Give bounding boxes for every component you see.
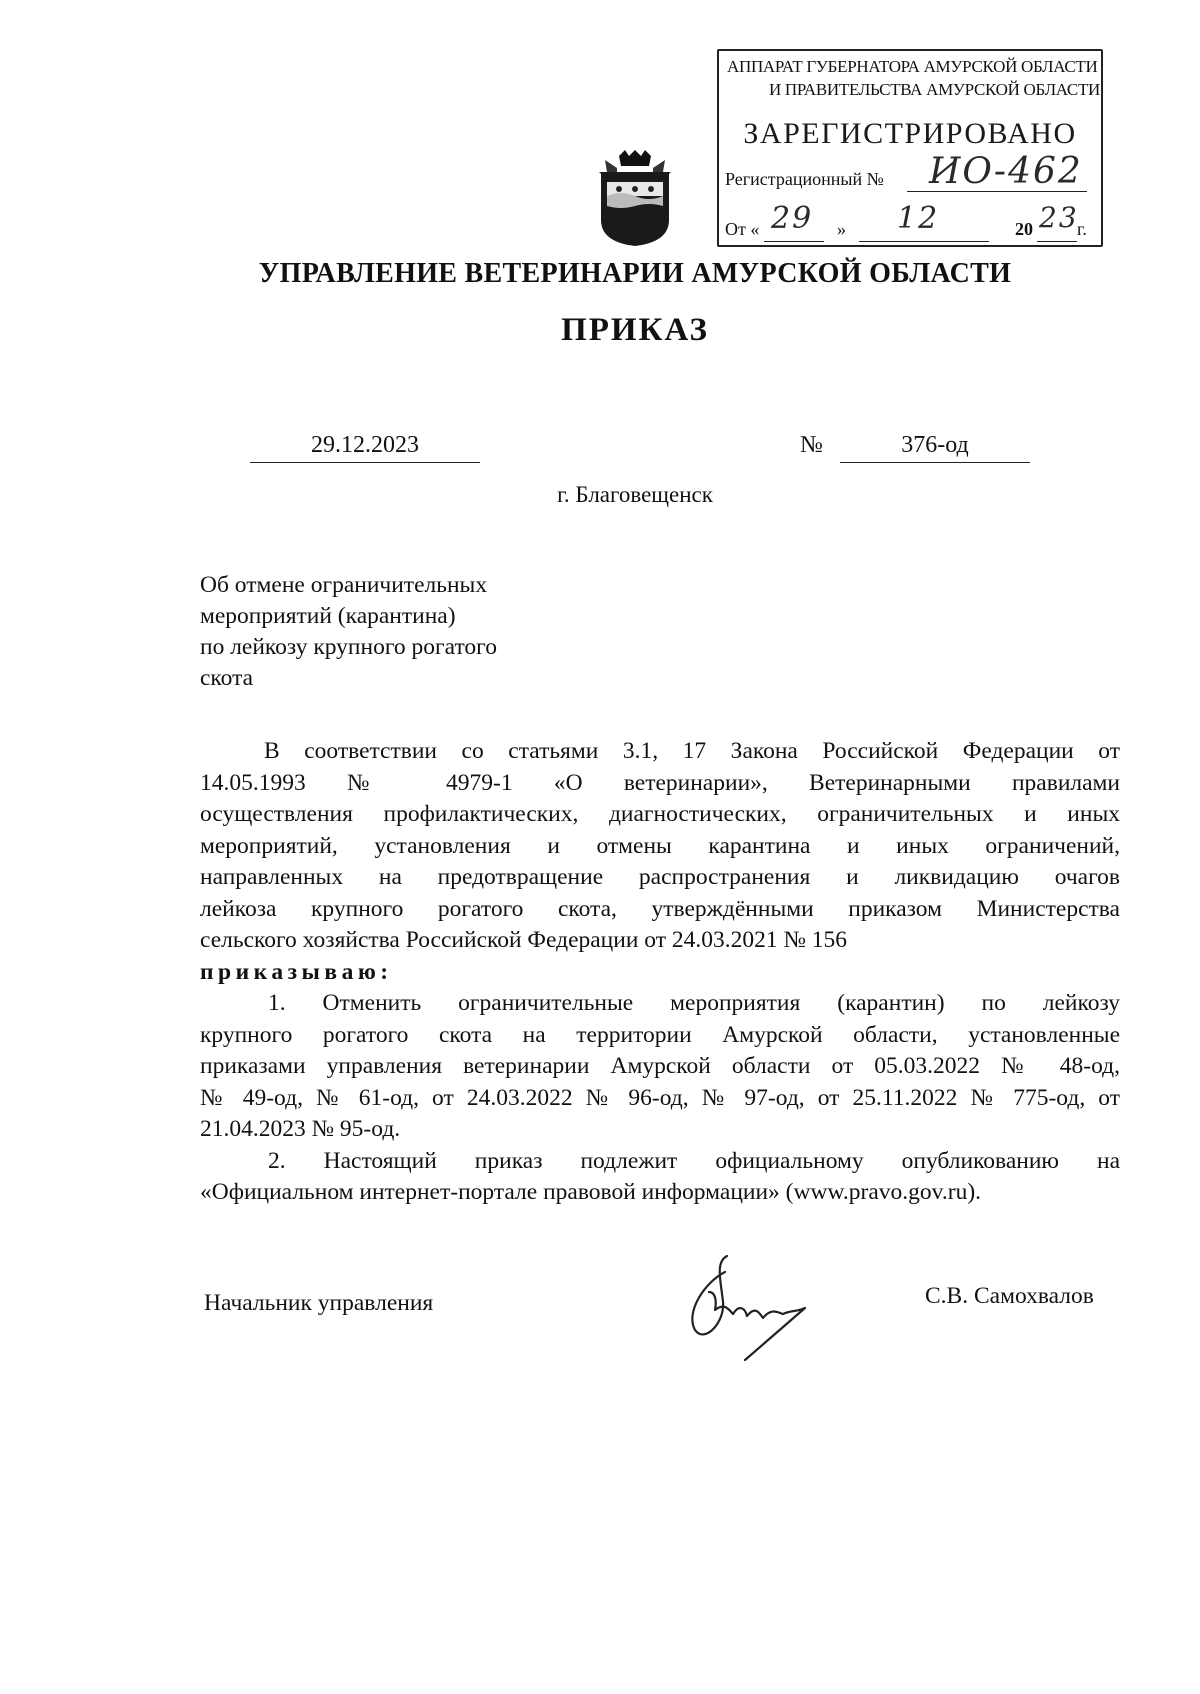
order-subject — [200, 570, 560, 694]
item1-line: приказами управления ветеринарии Амурской области от 05.03.2022 № 48-од, — [200, 1053, 1120, 1079]
subject-line: по лейкозу крупного рогатого — [200, 634, 497, 660]
order-number: 376-од — [840, 432, 1030, 463]
preamble-line: сельского хозяйства Российской Федерации от 24.03.2021 № 156 — [200, 927, 848, 953]
stamp-year-suffix: 23 — [1039, 201, 1079, 234]
subject-line: скота — [200, 665, 254, 691]
item1-line: крупного рогатого скота на территории Амурской области, установленные — [200, 1021, 1120, 1048]
organization-title: УПРАВЛЕНИЕ ВЕТЕРИНАРИИ АМУРСКОЙ ОБЛАСТИ — [258, 258, 1012, 289]
order-number-sign: № — [800, 432, 823, 458]
order-date: 29.12.2023 — [250, 432, 480, 463]
stamp-from-label: От « — [725, 219, 760, 239]
subject-line: мероприятий (карантина) — [200, 603, 456, 629]
signatory-role: Начальник управления — [204, 1290, 434, 1316]
stamp-year-underline — [1037, 241, 1077, 242]
item2-line: 2. Настоящий приказ подлежит официальному опубликованию на — [268, 1147, 1120, 1174]
handwritten-signature — [665, 1252, 825, 1362]
preamble-line: В соответствии со статьями 3.1, 17 Закона Российской Федерации от — [264, 738, 1120, 764]
stamp-close-quote: » — [837, 219, 846, 239]
item1-line: 21.04.2023 № 95-од. — [200, 1116, 401, 1142]
stamp-day-underline — [764, 241, 824, 242]
preamble-line: лейкоза крупного рогатого скота, утверждёнными приказом Министерства — [200, 895, 1120, 922]
item2-line: «Официальном интернет-портале правовой информации» (www.pravo.gov.ru). — [200, 1179, 982, 1205]
stamp-line-2: И ПРАВИТЕЛЬСТВА АМУРСКОЙ ОБЛАСТИ — [769, 80, 1101, 99]
preamble-line: направленных на предотвращение распространения и ликвидацию очагов — [200, 864, 1120, 890]
stamp-year-prefix: 20 — [1015, 219, 1033, 239]
stamp-day: 29 — [771, 201, 814, 236]
stamp-year-unit: г. — [1077, 219, 1087, 239]
stamp-month: 12 — [897, 201, 940, 236]
stamp-title: ЗАРЕГИСТРИРОВАНО — [743, 117, 1077, 150]
registration-stamp — [717, 49, 1103, 247]
signatory-name: С.В. Самохвалов — [925, 1283, 1094, 1309]
stamp-reg-label: Регистрационный № — [725, 169, 884, 189]
item1-line: № 49-од, № 61-од, от 24.03.2022 № 96-од, № 97-од, от 25.11.2022 № 775-од, от — [200, 1084, 1120, 1111]
stamp-line-1: АППАРАТ ГУБЕРНАТОРА АМУРСКОЙ ОБЛАСТИ — [727, 57, 1098, 76]
item1-line: 1. Отменить ограничительные мероприятия (карантин) по лейкозу — [268, 990, 1120, 1016]
order-body — [200, 736, 1120, 1209]
preamble-line: 14.05.1993 № 4979-1 «О ветеринарии», Ветеринарными правилами — [200, 769, 1120, 796]
stamp-reg-number: ИО-462 — [929, 151, 1083, 192]
city: г. Благовещенск — [557, 482, 713, 507]
preamble-line: осуществления профилактических, диагностических, ограничительных и иных — [200, 801, 1120, 827]
document-type: ПРИКАЗ — [561, 312, 709, 348]
stamp-month-underline — [859, 241, 989, 242]
preamble-line: мероприятий, установления и отмены карантина и иных ограничений, — [200, 832, 1120, 859]
coat-of-arms-icon — [595, 150, 675, 246]
order-word: приказываю: — [200, 958, 393, 985]
subject-line: Об отмене ограничительных — [200, 572, 488, 598]
